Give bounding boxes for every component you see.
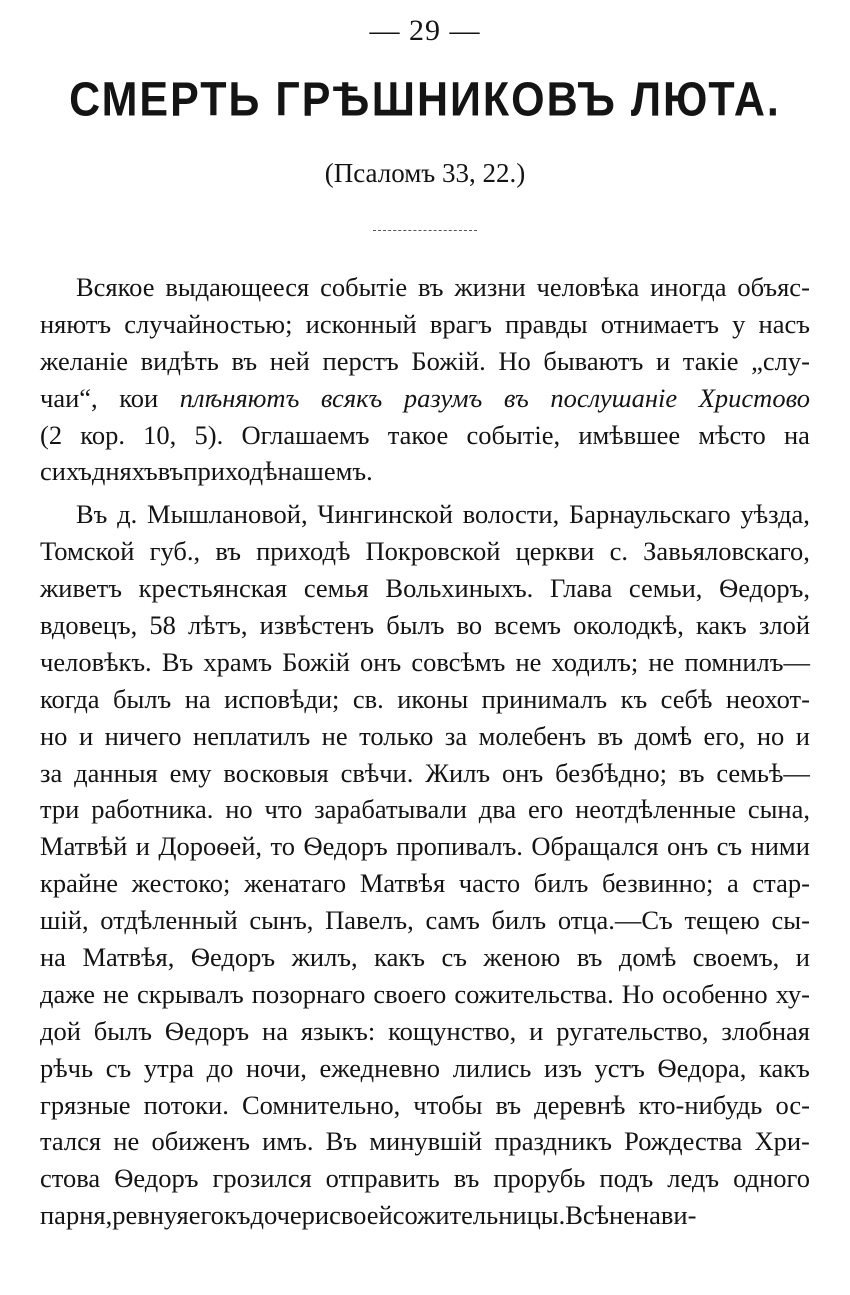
word: грозился: [212, 1163, 312, 1194]
word: женою: [483, 942, 561, 973]
word: такіе: [682, 345, 739, 376]
body-text: [40, 269, 810, 1234]
paragraph2-line: [40, 607, 810, 644]
word: данныя: [74, 757, 158, 788]
paragraph2-line: [40, 644, 810, 681]
word: молебенъ: [478, 720, 587, 751]
word: Ѳедоръ,: [719, 573, 810, 604]
paragraph2-line: [40, 939, 810, 976]
word: ревнуя: [112, 1200, 189, 1231]
word: совсѣмъ: [411, 646, 506, 677]
word: объяс-: [737, 272, 810, 302]
word: его,: [703, 720, 746, 751]
word: всемъ: [494, 610, 561, 641]
word: самъ: [425, 905, 480, 936]
word: жестоко;: [131, 868, 231, 899]
word: дой: [40, 1015, 81, 1046]
word: Жилъ: [425, 757, 491, 788]
word: с.: [609, 536, 628, 567]
word: домѣ: [618, 942, 677, 973]
word: Барнаульскаго: [568, 499, 731, 530]
word: утра: [143, 1052, 194, 1083]
word: лились: [452, 1052, 532, 1083]
word: въ: [453, 1163, 480, 1194]
word: не: [113, 1126, 140, 1157]
word: вдовецъ,: [40, 610, 138, 641]
word: какъ: [759, 1052, 810, 1083]
word: уѣзда,: [740, 499, 810, 530]
word: помнилъ—: [684, 646, 810, 677]
word: когда: [40, 683, 100, 714]
paragraph2-line: [40, 865, 810, 902]
word: извѣстенъ: [259, 610, 375, 641]
word: сожительства.: [454, 978, 614, 1009]
word: подъ: [599, 1163, 654, 1194]
word: Рождества: [624, 1126, 743, 1157]
word: безвинно;: [602, 868, 714, 899]
word: но: [225, 794, 253, 825]
word: домѣ: [634, 720, 692, 751]
word: работника.: [91, 794, 214, 825]
word: то: [270, 831, 295, 862]
word: что: [264, 794, 303, 825]
paragraph1-line: [40, 453, 810, 490]
word: въ: [597, 720, 624, 751]
word: женатаго: [244, 868, 347, 899]
word: въ: [231, 345, 258, 376]
word: разумъ: [403, 382, 483, 413]
paragraph1-line: [40, 417, 810, 454]
word: няютъ: [40, 308, 112, 339]
word: два: [478, 794, 517, 825]
paragraph2-line: [40, 718, 810, 755]
word: злой: [758, 610, 810, 641]
word: кто-нибудь: [638, 1089, 763, 1120]
word: неотдѣленные: [575, 794, 736, 825]
word: но: [40, 720, 68, 751]
word: прорубь: [493, 1163, 586, 1194]
word: къ: [223, 1200, 251, 1231]
word: сы-: [771, 905, 810, 936]
word: отправить: [325, 1163, 440, 1194]
word: нашемъ.: [277, 456, 373, 487]
paragraph2-line: [40, 1050, 810, 1087]
word: жилъ,: [291, 942, 358, 973]
word: своего: [373, 978, 447, 1009]
title-divider: [373, 230, 477, 231]
word: злобная: [721, 1015, 810, 1046]
word: позорнаго: [251, 978, 366, 1009]
psalm-reference: (Псаломъ 33, 22.): [324, 158, 526, 188]
paragraph2-line: [40, 1197, 810, 1234]
word: дняхъ: [91, 456, 158, 487]
word: своей: [329, 1200, 393, 1231]
word: Матвѣя: [359, 868, 446, 899]
word: какъ: [374, 942, 425, 973]
word: крестьянская: [138, 573, 288, 604]
word: онъ: [360, 646, 402, 677]
word: Павелъ,: [325, 905, 414, 936]
word: Хри-: [754, 1126, 810, 1157]
word: изъ: [544, 1052, 582, 1083]
word: Ѳедоръ: [303, 831, 388, 862]
word: плѣняютъ: [179, 382, 300, 413]
word: скрывалъ: [136, 978, 244, 1009]
word: ледъ: [667, 1163, 720, 1194]
word: къ: [620, 683, 648, 714]
word: принималъ: [481, 683, 608, 714]
word: Всякое: [76, 272, 155, 302]
word: Глава: [549, 573, 613, 604]
paragraph2-line: [40, 755, 810, 792]
paragraph2-line: [40, 902, 810, 939]
word: одного: [733, 1163, 810, 1194]
word: Но: [498, 345, 531, 376]
word: Ѳедоръ: [114, 1163, 199, 1194]
word: иконы: [397, 683, 469, 714]
word: во: [456, 610, 483, 641]
word: потоки.: [143, 1089, 229, 1120]
word: устъ: [594, 1052, 645, 1083]
word: съ: [105, 1052, 132, 1083]
word: на: [262, 1015, 288, 1046]
word: Вольхиныхъ.: [385, 573, 534, 604]
word: и: [795, 720, 810, 751]
word: тещею: [684, 905, 760, 936]
word: за: [40, 757, 63, 788]
word: Матвѣй: [40, 831, 128, 862]
word: безбѣдно;: [555, 757, 667, 788]
word: Оглашаемъ: [241, 419, 370, 450]
word: ходилъ;: [551, 646, 639, 677]
word: языкъ:: [300, 1015, 376, 1046]
word: до: [206, 1052, 234, 1083]
word: даже: [40, 978, 95, 1009]
word: на: [184, 683, 211, 714]
word: ночи,: [246, 1052, 307, 1083]
word: человѣка: [536, 272, 640, 302]
word: иногда: [650, 272, 727, 302]
word: человѣкъ.: [40, 646, 152, 677]
word: у: [732, 308, 746, 339]
word: чтобы: [413, 1089, 483, 1120]
word: грязные: [40, 1089, 131, 1120]
word: билъ: [491, 905, 547, 936]
word: въ: [157, 456, 184, 487]
word: послушаніе: [550, 382, 678, 413]
word: былъ: [386, 610, 445, 641]
word: 5).: [194, 419, 224, 450]
word: исконный: [305, 308, 417, 339]
word: Въ: [325, 1126, 358, 1157]
word: и: [78, 720, 94, 751]
word: храмъ: [203, 646, 273, 677]
word: событіе,: [466, 419, 561, 450]
word: св.: [352, 683, 384, 714]
word: Божій.: [411, 345, 486, 376]
word: съ: [716, 831, 743, 862]
word: Христово: [698, 382, 810, 413]
word: особенно: [662, 978, 768, 1009]
word: былъ: [93, 1015, 153, 1046]
paragraph1-line: [40, 343, 810, 380]
word: чаи“,: [40, 382, 98, 413]
word: на: [40, 942, 66, 973]
paragraph2-line: [40, 1087, 810, 1124]
word: Всѣ: [565, 1200, 610, 1231]
word: стова: [40, 1163, 101, 1194]
word: сына,: [747, 794, 810, 825]
page-number: — 29 —: [369, 14, 481, 47]
word: въ: [576, 942, 603, 973]
word: „слу-: [751, 345, 810, 376]
word: восковыя: [223, 757, 329, 788]
word: не: [515, 646, 542, 677]
word: бываютъ: [543, 345, 644, 376]
word: въ: [417, 272, 444, 302]
word: правды: [505, 308, 588, 339]
word: Божій: [282, 646, 350, 677]
word: свѣчи.: [340, 757, 414, 788]
word: въ: [678, 757, 705, 788]
word: Ѳедоръ: [164, 1015, 250, 1046]
word: стар-: [752, 868, 810, 899]
word: въ: [495, 1089, 522, 1120]
word: на: [783, 419, 810, 450]
word: волости,: [462, 499, 560, 530]
word: и: [655, 345, 671, 376]
word: но: [756, 720, 785, 751]
word: Сомнительно,: [241, 1089, 401, 1120]
word: ней: [269, 345, 310, 376]
word: Дороѳей,: [158, 831, 263, 862]
word: не: [321, 720, 348, 751]
word: праздникъ: [494, 1126, 612, 1157]
paragraph2-line: [40, 1013, 810, 1050]
word: рѣчь: [40, 1052, 94, 1083]
word: только: [359, 720, 434, 751]
word: врагъ: [429, 308, 492, 339]
word: приходѣ: [183, 456, 278, 487]
word: деревнѣ: [534, 1089, 626, 1120]
word: видѣть: [140, 345, 219, 376]
word: кои: [119, 382, 159, 413]
word: часто: [458, 868, 521, 899]
word: такое: [387, 419, 449, 450]
word: билъ: [533, 868, 589, 899]
word: Ѳедоръ: [190, 942, 276, 973]
word: отнимаетъ: [600, 308, 719, 339]
word: своемъ,: [692, 942, 780, 973]
word: имъ.: [262, 1126, 314, 1157]
word: дочери: [250, 1200, 330, 1231]
word: и: [529, 1015, 544, 1046]
word: кор.: [80, 419, 125, 450]
word: его: [188, 1200, 224, 1231]
paragraph1-line: [40, 269, 810, 306]
word: жизни: [454, 272, 526, 302]
word: за: [444, 720, 468, 751]
paragraph2-line: [40, 570, 810, 607]
word: минувшій: [369, 1126, 483, 1157]
word: насъ: [758, 308, 810, 339]
paragraph1-line: [40, 380, 810, 417]
word: Чингинской: [317, 499, 453, 530]
word: сихъ: [40, 456, 92, 487]
word: ничего: [104, 720, 182, 751]
word: ежедневно: [319, 1052, 441, 1083]
word: ос-: [775, 1089, 810, 1120]
word: перстъ: [322, 345, 399, 376]
word: сожительницы.: [392, 1200, 566, 1231]
word: какъ: [695, 610, 747, 641]
word: выдающееся: [165, 272, 310, 302]
word: 10,: [143, 419, 177, 450]
word: всякъ: [320, 382, 383, 413]
word: крайне: [40, 868, 119, 899]
word: и: [795, 942, 810, 973]
word: зарабатывали: [314, 794, 467, 825]
word: (2: [40, 419, 63, 450]
word: д.: [117, 499, 138, 530]
word: живетъ: [40, 573, 122, 604]
word: Обращался: [531, 831, 659, 862]
word: онъ: [667, 831, 709, 862]
word: губ.,: [149, 536, 201, 567]
word: былъ: [113, 683, 172, 714]
word: себѣ: [660, 683, 713, 714]
word: Но: [621, 978, 655, 1009]
paragraph2-line: [40, 496, 810, 533]
paragraph2-line: [40, 533, 810, 570]
word: мѣсто: [698, 419, 766, 450]
word: семьѣ—: [716, 757, 810, 788]
word: неплатилъ: [193, 720, 311, 751]
word: шій,: [40, 905, 89, 936]
word: желаніе: [40, 345, 129, 376]
word: отдѣленный: [100, 905, 238, 936]
paragraph2-line: [40, 1160, 810, 1197]
word: семьи,: [628, 573, 703, 604]
word: ругательство,: [556, 1015, 709, 1046]
word: не: [102, 978, 129, 1009]
word: тался: [40, 1126, 102, 1157]
word: кощунство,: [388, 1015, 517, 1046]
word: исповѣди;: [224, 683, 340, 714]
paragraph2-line: [40, 976, 810, 1013]
word: Мышлановой,: [147, 499, 308, 530]
word: лѣтъ,: [187, 610, 248, 641]
chapter-title: СМЕРТЬ ГРѢШНИКОВЪ ЛЮТА.: [69, 73, 781, 127]
word: имѣвшее: [578, 419, 681, 450]
word: ему: [169, 757, 212, 788]
word: сынъ,: [249, 905, 314, 936]
word: ненави-: [609, 1200, 697, 1231]
paragraph2-line: [40, 681, 810, 718]
word: событіе: [320, 272, 408, 302]
word: въ: [503, 382, 529, 413]
word: околодкѣ,: [573, 610, 684, 641]
word: три: [40, 794, 80, 825]
word: неохот-: [725, 683, 810, 714]
word: Ѳедора,: [657, 1052, 747, 1083]
word: парня,: [40, 1200, 113, 1231]
paragraph2-line: [40, 828, 810, 865]
word: его: [528, 794, 564, 825]
word: Покровской: [365, 536, 501, 567]
word: Въ: [76, 499, 108, 530]
word: въ: [215, 536, 241, 567]
word: Въ: [161, 646, 194, 677]
paragraph2-line: [40, 1123, 810, 1160]
word: церкви: [515, 536, 595, 567]
word: Матвѣя,: [82, 942, 175, 973]
word: ними: [750, 831, 810, 862]
word: пропивалъ.: [396, 831, 523, 862]
word: Томской: [40, 536, 135, 567]
word: обиженъ: [151, 1126, 250, 1157]
word: семья: [303, 573, 369, 604]
word: съ: [441, 942, 467, 973]
word: Завьяловскаго,: [643, 536, 810, 567]
paragraph2-line: [40, 791, 810, 828]
word: приходѣ: [256, 536, 351, 567]
word: онъ: [502, 757, 544, 788]
word: ху-: [775, 978, 810, 1009]
paragraph1-line: [40, 306, 810, 343]
word: отца.—Съ: [557, 905, 673, 936]
word: а: [727, 868, 739, 899]
word: 58: [149, 610, 176, 641]
word: и: [135, 831, 150, 862]
word: не: [648, 646, 675, 677]
word: случайностью;: [124, 308, 293, 339]
